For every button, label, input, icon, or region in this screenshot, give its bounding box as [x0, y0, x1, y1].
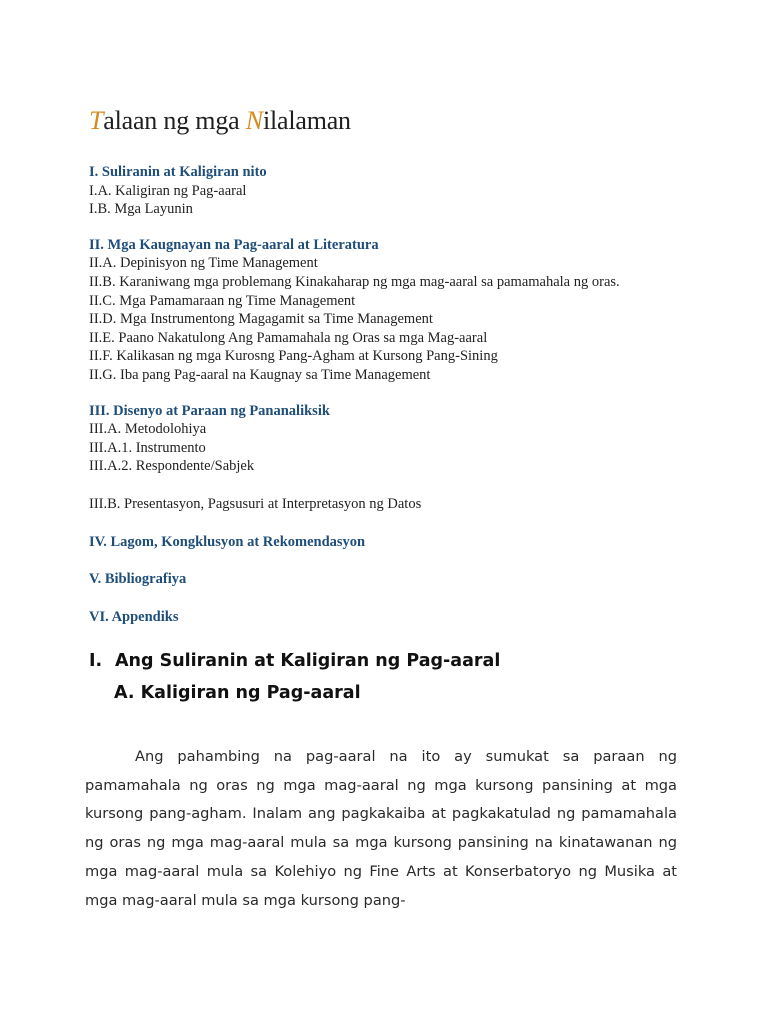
chapter-number: I.: [89, 651, 103, 671]
toc-item: II.B. Karaniwang mga problemang Kinakaharap ng mga mag-aaral sa pamamahala ng oras.: [89, 273, 620, 290]
chapter-subheading: A. Kaligiran ng Pag-aaral: [114, 683, 361, 703]
toc-section-1: I. Suliranin at Kaligiran nito: [89, 164, 267, 180]
table-of-contents: [89, 163, 709, 626]
toc-section-4: IV. Lagom, Kongklusyon at Rekomendasyon: [89, 533, 366, 550]
toc-item: III.A. Metodolohiya: [89, 421, 207, 438]
toc-item: II.E. Paano Nakatulong Ang Pamamahala ng Oras sa mga Mag-aaral: [89, 329, 488, 346]
toc-section-3: III. Disenyo at Paraan ng Pananaliksik: [89, 402, 330, 419]
toc-item: II.C. Mga Pamamaraan ng Time Management: [89, 292, 356, 309]
toc-title-part-2: ilalaman: [262, 106, 351, 135]
toc-item: III.A.2. Respondente/Sabjek: [89, 458, 255, 475]
toc-item: II.G. Iba pang Pag-aaral na Kaugnay sa Time Management: [89, 366, 431, 383]
toc-item: III.A.1. Instrumento: [89, 439, 206, 456]
chapter-title: Ang Suliranin at Kaligiran ng Pag-aaral: [115, 651, 501, 671]
body-paragraph: Ang pahambing na pag-aaral na ito ay sumukat sa paraan ng pamamahala ng oras ng mga mag-aaral ng mga kursong pansining at mga kursong pang-agham. Inalam ang pagkakaiba at pagkakatulad ng pamamahala ng oras ng mga mag-aaral mula sa mga kursong pansining na kinatawanan ng mga mag-aaral mula sa Kolehiyo ng Fine Arts at Konserbatoryo ng Musika at mga mag-aaral mula sa mga kursong pang-: [85, 748, 677, 909]
toc-title-drop-cap-n: N: [245, 106, 263, 135]
toc-title-drop-cap-t: T: [89, 106, 104, 135]
toc-item: I.A. Kaligiran ng Pag-aaral: [89, 182, 247, 199]
toc-title-part-1: alaan ng mga: [103, 106, 246, 135]
toc-section-6: VI. Appendiks: [89, 608, 179, 625]
toc-item: II.F. Kalikasan ng mga Kurosng Pang-Agham at Kursong Pang-Sining: [89, 348, 498, 365]
toc-section-5: V. Bibliografiya: [89, 571, 187, 588]
toc-title: [89, 106, 351, 136]
toc-section-2: II. Mga Kaugnayan na Pag-aaral at Literatura: [89, 236, 379, 253]
toc-item: II.D. Mga Instrumentong Magagamit sa Time Management: [89, 311, 433, 328]
chapter-heading: [89, 651, 500, 671]
toc-item: III.B. Presentasyon, Pagsusuri at Interpretasyon ng Datos: [89, 495, 422, 512]
toc-item: I.B. Mga Layunin: [89, 201, 193, 218]
toc-item: II.A. Depinisyon ng Time Management: [89, 255, 318, 272]
